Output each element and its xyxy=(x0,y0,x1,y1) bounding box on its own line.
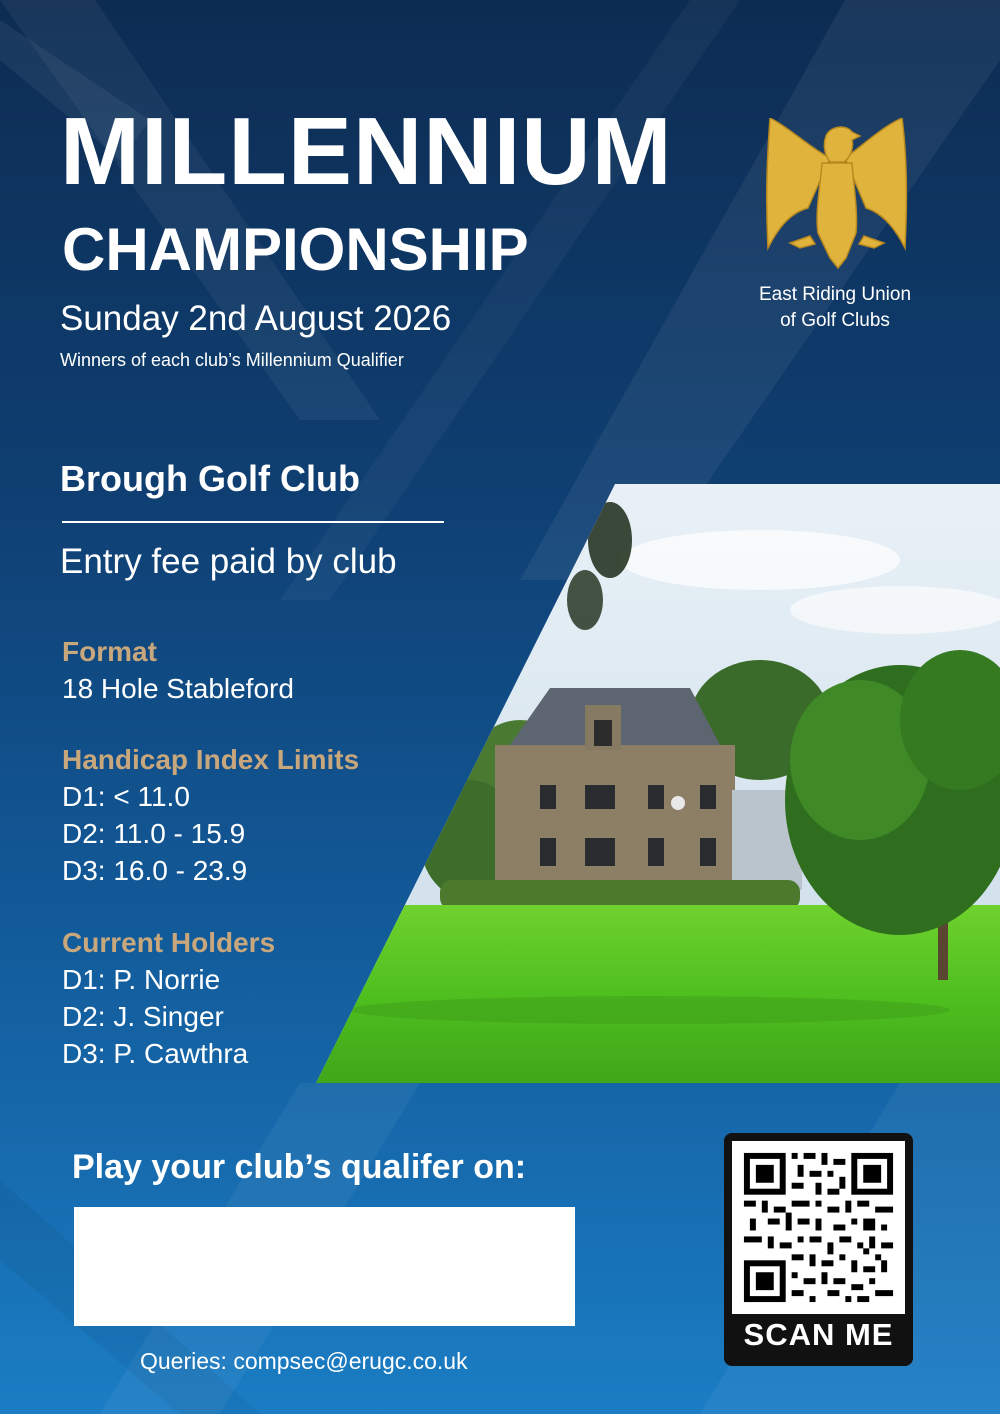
format-section xyxy=(62,633,294,707)
format-heading: Format xyxy=(62,636,157,667)
eagle-crest-icon xyxy=(760,118,910,270)
entry-fee: Entry fee paid by club xyxy=(60,542,397,581)
clubhouse-photo xyxy=(300,484,1000,1085)
qr-card[interactable] xyxy=(724,1133,913,1366)
handicap-line: D1: < 11.0 xyxy=(62,781,190,812)
title-sub: CHAMPIONSHIP xyxy=(62,216,529,283)
qualifier-label: Play your club’s qualifer on: xyxy=(72,1148,527,1186)
divider xyxy=(62,521,444,523)
holders-section xyxy=(62,924,275,1072)
qualifier-date-box[interactable] xyxy=(74,1207,575,1326)
holder-line: D3: P. Cawthra xyxy=(62,1038,249,1069)
eligibility-note: Winners of each club’s Millennium Qualifier xyxy=(60,350,404,370)
holder-line: D2: J. Singer xyxy=(62,1001,224,1032)
handicap-line: D2: 11.0 - 15.9 xyxy=(62,818,246,849)
handicap-line: D3: 16.0 - 23.9 xyxy=(62,855,248,886)
holders-heading: Current Holders xyxy=(62,927,276,958)
venue: Brough Golf Club xyxy=(60,458,360,499)
format-value: 18 Hole Stableford xyxy=(62,673,294,704)
title-main: MILLENNIUM xyxy=(60,98,673,205)
handicap-section xyxy=(62,741,359,889)
holder-line: D1: P. Norrie xyxy=(62,964,221,995)
qr-code-icon[interactable] xyxy=(732,1141,905,1314)
qr-code-graphic xyxy=(732,1141,905,1314)
logo-line1: East Riding Union xyxy=(758,284,912,305)
queries-contact: Queries: compsec@erugc.co.uk xyxy=(140,1348,468,1374)
handicap-heading: Handicap Index Limits xyxy=(62,744,360,775)
event-date: Sunday 2nd August 2026 xyxy=(60,299,452,338)
logo-line2: of Golf Clubs xyxy=(780,310,890,331)
scan-me-label: SCAN ME xyxy=(743,1317,894,1352)
logo-text xyxy=(735,282,935,334)
